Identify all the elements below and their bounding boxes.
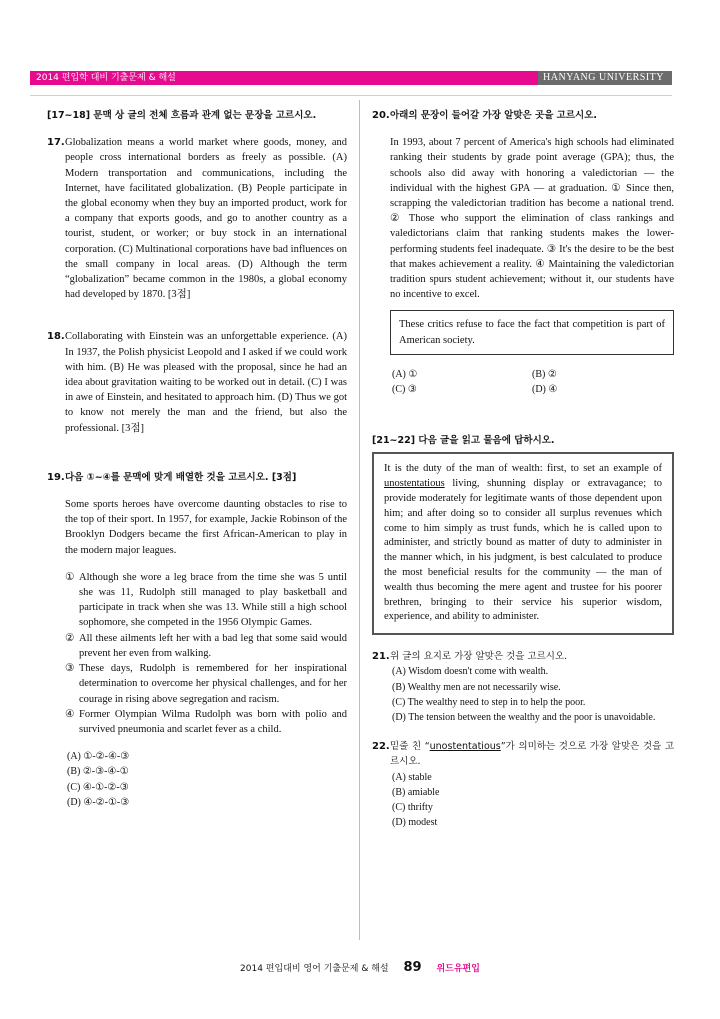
answer-option[interactable]: (A) ①: [392, 368, 418, 380]
question-number: 17.: [47, 137, 65, 149]
column-divider: [359, 100, 360, 940]
answer-option[interactable]: (D) The tension between the wealthy and the poor is unavoidable.: [392, 712, 656, 724]
section-21-22-instruction: [21~22] 다음 글을 읽고 물음에 답하시오.: [372, 435, 555, 447]
underlined-word: unostentatious: [429, 741, 501, 753]
answer-option[interactable]: (D) modest: [392, 817, 438, 829]
answer-option[interactable]: (A) stable: [392, 771, 432, 783]
answer-option[interactable]: (D) ④: [532, 384, 558, 396]
question-21-options: [372, 664, 674, 725]
left-column: [47, 108, 347, 810]
question-17-text: Globalization means a world market where goods, money, and people cross international borders as freely as possible. (A) Modern transportation and communications, including the Internet, have facilitated globalization. (B) People participate in the global economy when they buy an imported product, work for a company that exports goods, and go to another country as a tourist, student, or worker; or buy stock in an international corporation. (C) Multinational corporations have bad influences on the small company in local areas. (D) Although the term “globalization” became common in the 1980s, a global economy had developed by 1870. [3점]: [65, 137, 347, 301]
reading-passage-box: It is the duty of the man of wealth: first, to set an example of unostentatious living, shunning display or extravagance; to provide moderately for legitimate wants of those dependent upon him; and after doing so to consider all surplus revenues which come to him simply as trust funds, which he is called upon to administer, and strictly bound as matter of duty to administer in the manner which, in his judgment, is best calculated to produce the most beneficial results for the community — the man of wealth thus becoming the mere agent and trustee for his poorer brethren, bringing to their service his superior wisdom, experience, and ability to administer.: [372, 452, 674, 635]
question-21: [372, 649, 674, 664]
question-19: [47, 470, 347, 485]
question-20-options: [372, 367, 674, 397]
question-number: 21.: [372, 651, 390, 663]
list-item: ③ These days, Rudolph is remembered for her inspirational determination to overcome her physical challenges, and for her courage in rising above segregation and racism.: [65, 663, 347, 705]
header-university: HANYANG UNIVERSITY: [538, 71, 672, 85]
answer-option[interactable]: (C) ④-①-②-③: [67, 781, 129, 793]
question-22-prompt: 밑줄 친 “unostentatious”가 의미하는 것으로 가장 알맞은 것을 고르시오.: [390, 741, 675, 768]
question-18-text: Collaborating with Einstein was an unforgettable experience. (A) In 1937, the Polish physicist Leopold and I asked if we could work with him. (B) He was pleased with the proposal, since he had an idea about gravitation waiting to be worked out in detail. (C) I was in awe of Einstein, and hesitated to approach him. (D) Thus we got to know not merely the man and the friend, but also the professional. [3점]: [65, 331, 347, 434]
underlined-word: unostentatious: [384, 478, 445, 490]
footer-book-title: 2014 편입대비 영어 기출문제 & 해설: [240, 964, 389, 974]
question-19-items: [47, 570, 347, 737]
question-20: [372, 108, 674, 123]
answer-option[interactable]: (A) Wisdom doesn't come with wealth.: [392, 666, 549, 678]
section-17-18-instruction: [17~18] 문맥 상 글의 전체 흐름과 관계 없는 문장을 고르시오.: [47, 110, 317, 121]
answer-option[interactable]: (C) thrifty: [392, 802, 433, 814]
question-number: 22.: [372, 741, 390, 753]
answer-option[interactable]: (D) ④-②-①-③: [67, 796, 130, 808]
header-title: 2014 편입학 대비 기출문제 & 해설: [30, 71, 538, 85]
question-20-prompt: 아래의 문장이 들어갈 가장 알맞은 곳을 고르시오.: [390, 110, 597, 121]
question-18: [47, 329, 347, 435]
answer-option[interactable]: (B) ②: [532, 368, 557, 380]
page-header: [30, 71, 672, 85]
question-21-prompt: 위 글의 요지로 가장 알맞은 것을 고르시오.: [390, 651, 568, 663]
answer-option[interactable]: (B) amiable: [392, 786, 440, 798]
question-22-options: [372, 770, 674, 831]
page-footer: [0, 960, 720, 975]
answer-option[interactable]: (C) ③: [392, 384, 417, 396]
question-19-prompt: 다음 ①~④를 문맥에 맞게 배열한 것을 고르시오. [3점]: [65, 471, 297, 483]
answer-option[interactable]: (B) Wealthy men are not necessarily wise.: [392, 681, 561, 693]
question-19-passage: Some sports heroes have overcome daunting obstacles to rise to the top of their sport. In 1957, for example, Jackie Robinson of the Brooklyn Dodgers became the first African-American to play in the modern major leagues.: [65, 499, 347, 556]
question-19-options: [47, 749, 347, 810]
answer-option[interactable]: (A) ①-②-④-③: [67, 751, 130, 763]
list-item: ② All these ailments left her with a bad leg that some said would prevent her even from walking.: [65, 632, 347, 659]
question-22: [372, 739, 674, 769]
right-column: [372, 108, 674, 830]
list-item: ④ Former Olympian Wilma Rudolph was born with polio and survived pneumonia and scarlet fever as a child.: [65, 708, 347, 735]
footer-brand: 위드유편입: [436, 964, 480, 974]
question-number: 20.: [372, 110, 390, 121]
question-20-passage: In 1993, about 7 percent of America's high schools had eliminated ranking their students by grade point average (GPA); thus, the schools also did away with honoring a valedictorian — the individual with the highest GPA — at graduation. ① Since then, scrapping the valedictorian tradition has become a national trend. ② Those who support the elimination of class rankings and valedictorians claim that ranking students makes the lower-performing students feel inadequate. ③ It's the desire to be the best that makes achievement a reality. ④ Maintaining the valedictorian tradition spurs student achievement; without it, our students have no incentive to excel.: [390, 137, 674, 301]
question-17: [47, 135, 347, 302]
question-number: 18.: [47, 331, 65, 343]
answer-option[interactable]: (B) ②-③-④-①: [67, 766, 129, 778]
question-number: 19.: [47, 471, 65, 483]
header-rule: [30, 95, 672, 96]
answer-option[interactable]: (C) The wealthy need to step in to help the poor.: [392, 696, 586, 708]
list-item: ① Although she wore a leg brace from the time she was 5 until she was 11, Rudolph still managed to play basketball and participate in track when she was 13. While still a high school sophomore, she competed in the 1956 Olympic Games.: [65, 571, 347, 629]
insert-sentence-box: These critics refuse to face the fact that competition is part of American society.: [390, 310, 674, 354]
page-number: 89: [403, 960, 422, 975]
